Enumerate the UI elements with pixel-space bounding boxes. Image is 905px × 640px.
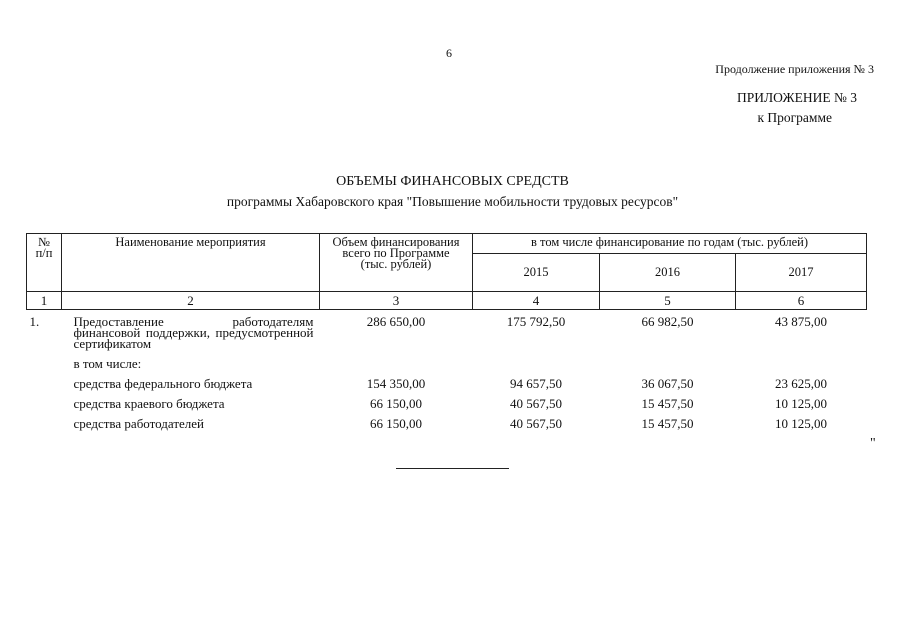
row-2015: 40 567,50 [510, 416, 562, 431]
document-title: ОБЪЕМЫ ФИНАНСОВЫХ СРЕДСТВ [336, 174, 569, 189]
row-total: 66 150,00 [370, 396, 422, 411]
table-row [27, 389, 867, 409]
continuation-note: Продолжение приложения № 3 [715, 62, 874, 76]
funding-table [26, 233, 867, 429]
end-divider [396, 468, 509, 469]
header-year-2016: 2016 [600, 254, 736, 292]
page-number: 6 [446, 46, 452, 60]
row-total: 286 650,00 [366, 314, 426, 329]
column-number: 4 [473, 292, 600, 310]
column-number: 3 [320, 292, 473, 310]
column-number: 6 [736, 292, 867, 310]
header-total: Объем финансирования всего по Программе (тыс. рублей) [320, 234, 473, 292]
row-total: 154 350,00 [366, 376, 426, 391]
row-2015: 40 567,50 [510, 396, 562, 411]
header-by-year: в том числе финансирование по годам (тыс. рублей) [473, 234, 867, 254]
row-2017: 23 625,00 [775, 376, 827, 391]
row-name: средства краевого бюджета [73, 396, 225, 411]
including-label: в том числе: [73, 356, 142, 371]
header-year-2015: 2015 [473, 254, 600, 292]
row-name: средства работодателей [73, 416, 204, 431]
column-number: 1 [27, 292, 62, 310]
row-2016: 66 982,50 [641, 314, 694, 329]
column-number: 5 [600, 292, 736, 310]
table-row [27, 310, 867, 350]
closing-quote: " [870, 436, 876, 451]
row-total: 66 150,00 [370, 416, 422, 431]
table-row [27, 369, 867, 389]
header-year-2017: 2017 [736, 254, 867, 292]
row-2015: 175 792,50 [506, 314, 566, 329]
table-row [27, 409, 867, 429]
appendix-subtitle: к Программе [757, 110, 832, 125]
row-2015: 94 657,50 [510, 376, 562, 391]
row-2016: 15 457,50 [641, 396, 694, 411]
row-name: средства федерального бюджета [73, 376, 253, 391]
column-number-row [27, 292, 867, 310]
row-2017: 10 125,00 [775, 396, 827, 411]
document-subtitle: программы Хабаровского края "Повышение мобильности трудовых ресурсов" [226, 194, 679, 209]
row-2016: 15 457,50 [641, 416, 694, 431]
row-2016: 36 067,50 [641, 376, 694, 391]
row-name: Предоставление работодателям финансовой поддержки, предусмотренной сертификатом [73, 314, 314, 351]
row-number: 1. [29, 314, 40, 329]
header-num: № п/п [27, 234, 62, 292]
column-number: 2 [62, 292, 320, 310]
header-name: Наименование мероприятия [62, 234, 320, 292]
row-2017: 10 125,00 [775, 416, 827, 431]
including-row [27, 349, 867, 369]
row-2017: 43 875,00 [775, 314, 827, 329]
appendix-title: ПРИЛОЖЕНИЕ № 3 [736, 90, 857, 105]
header-row [27, 234, 867, 254]
